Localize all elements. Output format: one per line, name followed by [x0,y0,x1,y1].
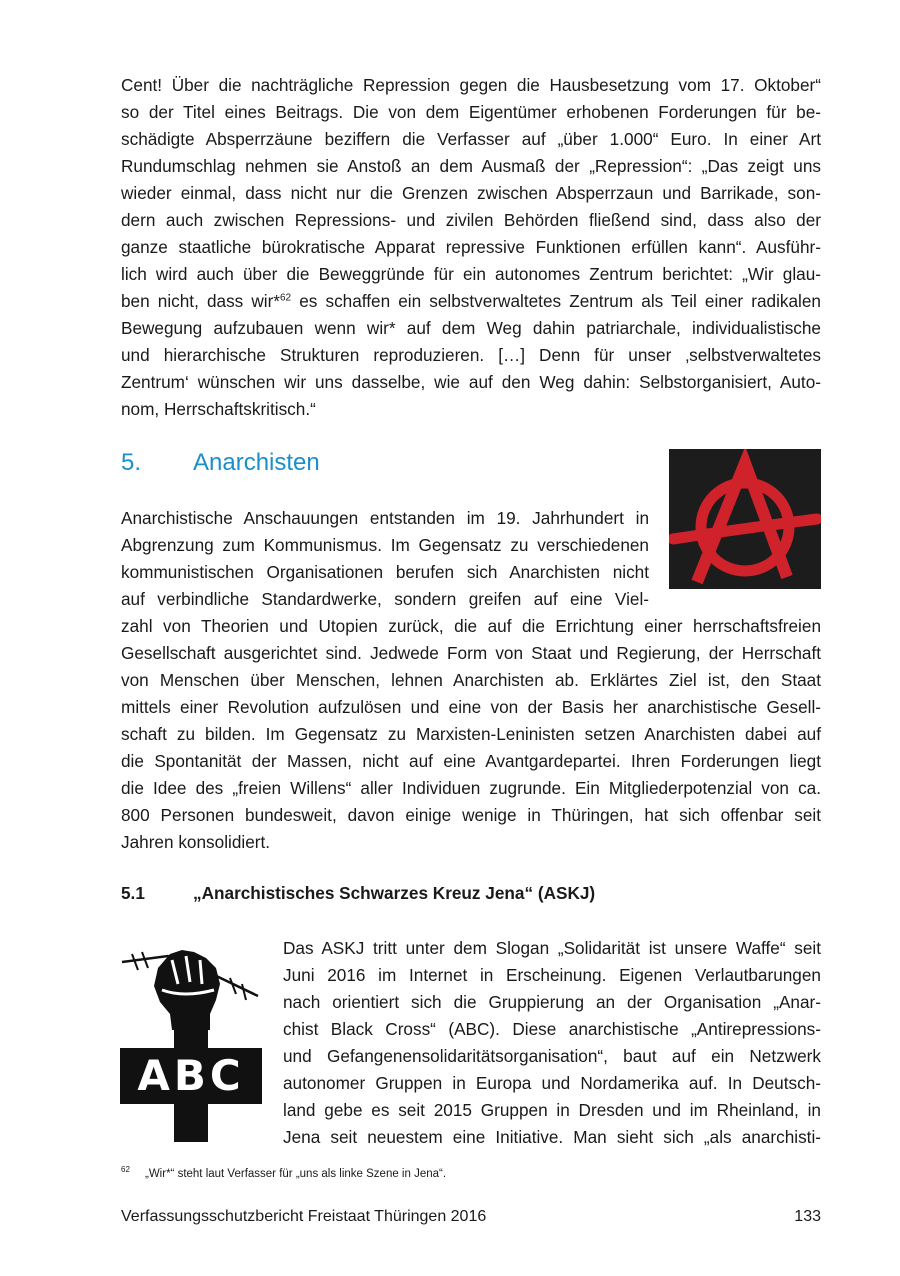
text-line: und Gefangenensolidaritätsorganisation“, baut auf ein Netzwerk [283,1046,821,1066]
footer-title: Verfassungsschutzbericht Freistaat Thüringen 2016 [121,1208,487,1225]
footnote [121,1162,446,1182]
text-line: autonomer Gruppen in Europa und Nordamerika auf. In Deutsch- [283,1073,821,1093]
text-line: Anarchistische Anschauungen entstanden im 19. Jahrhundert in [121,508,649,528]
text-line: schaft zu bilden. Im Gegensatz zu Marxisten-Leninisten setzen Anarchisten dabei auf [121,724,821,744]
section-heading [121,448,320,478]
text-line: von Menschen über Menschen, lehnen Anarchisten ab. Erklärtes Ziel ist, den Staat [121,670,821,690]
text-line: dern auch zwischen Repressions- und zivilen Behörden fließend sind, dass also der [121,210,821,230]
body-paragraph-2 [121,505,821,856]
footnote-text: „Wir*“ steht laut Verfasser für „uns als linke Szene in Jena“. [145,1167,447,1180]
fist-cross-icon [118,938,264,1142]
text-line: mittels einer Revolution aufzulösen und eine von der Basis her anarchistische Gesell- [121,697,821,717]
body-paragraph-3 [283,935,821,1151]
text-line: auf verbindliche Standardwerke, sondern greifen auf eine Viel- [121,589,649,609]
abc-logo-image [118,938,264,1142]
text-fragment: es schaffen ein selbstverwaltetes Zentrum als Teil einer radikalen [291,291,821,311]
text-line: Das ASKJ tritt unter dem Slogan „Solidarität ist unsere Waffe“ seit [283,938,821,958]
text-line: Jahren konsolidiert. [121,832,271,852]
text-line: Zentrum‘ wünschen wir uns dasselbe, wie auf den Weg dahin: Selbstorganisiert, Auto- [121,372,821,392]
text-line: so der Titel eines Beitrags. Die von dem Eigentümer erhobenen Forderungen für be- [121,102,821,122]
text-line: Cent! Über die nachträgliche Repression gegen die Hausbesetzung vom 17. Oktober“ [121,75,821,95]
text-line: kommunistischen Organisationen berufen sich Anarchisten nicht [121,562,649,582]
section-title: Anarchisten [193,449,320,476]
text-line: Juni 2016 im Internet in Erscheinung. Eigenen Verlautbarungen [283,965,821,985]
text-fragment: ben nicht, dass wir* [121,291,280,311]
text-line: wieder einmal, dass nicht nur die Grenzen zwischen Absperrzaun und Barrikade, son- [121,183,821,203]
text-line: die Idee des „freien Willens“ aller Individuen zugrunde. Ein Mitgliederpotenzial von ca. [121,778,821,798]
page-number: 133 [794,1208,821,1225]
text-line: land gebe es seit 2015 Gruppen in Dresden und im Rheinland, in [283,1100,821,1120]
text-line: Gesellschaft ausgerichtet sind. Jedwede Form von Staat und Regierung, der Herrschaft [121,643,821,663]
text-line: Abgrenzung zum Kommunismus. Im Gegensatz zu verschiedenen [121,535,649,555]
text-line: Bewegung aufzubauen wenn wir* auf dem Weg dahin patriarchale, individualistische [121,318,821,338]
text-line: chist Black Cross“ (ABC). Diese anarchistische „Antirepressions- [283,1019,821,1039]
text-line [121,288,821,315]
section-number: 5. [121,449,142,476]
subsection-title: „Anarchistisches Schwarzes Kreuz Jena“ (ASKJ) [193,883,596,903]
text-line: nach orientiert sich die Gruppierung an der Organisation „Anar- [283,992,821,1012]
text-line: Rundumschlag nehmen sie Anstoß an dem Ausmaß der „Repression“: „Das zeigt uns [121,156,821,176]
subsection-heading [121,880,595,907]
body-paragraph-1 [121,72,821,423]
page-footer [121,1206,821,1228]
text-line: nom, Herrschaftskritisch.“ [121,399,316,419]
text-line: die Spontanität der Massen, nicht auf eine Avantgardepartei. Ihren Forderungen liegt [121,751,821,771]
text-line: und hierarchische Strukturen reproduzieren. […] Denn für unser ‚selbstverwaltetes [121,345,821,365]
subsection-number: 5.1 [121,883,145,903]
text-line: 800 Personen bundesweit, davon einige wenige in Thüringen, hat sich offenbar seit [121,805,821,825]
text-line: schädigte Absperrzäune beziffern die Verfasser auf „über 1.000“ Euro. In einer Art [121,129,821,149]
footnote-reference[interactable]: 62 [280,292,292,304]
abc-logo-text: ABC [137,1051,245,1100]
text-line: ganze staatliche bürokratische Apparat repressive Funktionen erfüllen kann“. Ausführ- [121,237,821,257]
text-line: Jena seit neuestem eine Initiative. Man sieht sich „als anarchisti- [283,1127,821,1147]
footnote-number: 62 [121,1165,130,1174]
text-line: zahl von Theorien und Utopien zurück, die auf die Errichtung einer herrschaftsfreien [121,616,821,636]
text-line: lich wird auch über die Beweggründe für ein autonomes Zentrum berichtet: „Wir glau- [121,264,821,284]
